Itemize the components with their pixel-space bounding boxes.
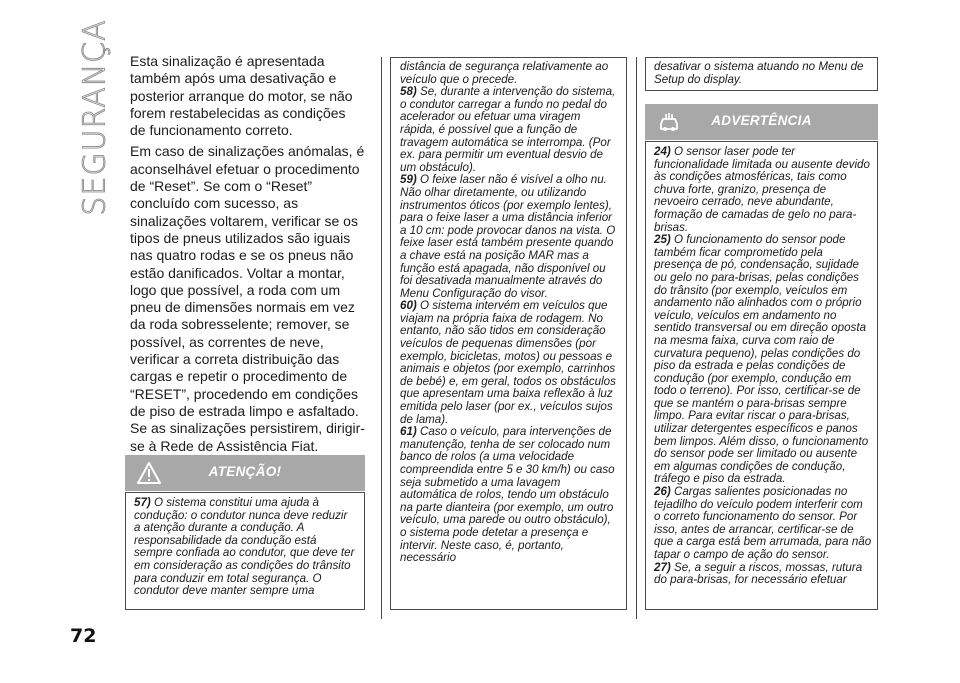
note-27-text: Se, a seguir a riscos, mossas, rutura do para-brisas, for necessário efetuar [654, 560, 863, 587]
note-57 [126, 493, 364, 598]
section-title-vertical [70, 18, 120, 216]
note-26-number: 26) [654, 485, 671, 499]
column-3 [648, 57, 878, 86]
column-1 [130, 53, 365, 459]
note-60 [394, 300, 624, 426]
note-60-text: O sistema intervém em veículos que viajam na própria faixa de rodagem. No entanto, não são tidos em consideração veículos de pequenas dimensões (por exemplo, bicicletas, motos) ou pessoas e animais e objetos (por exemplo, carrinhos de bebé) e, em geral, todos os obstáculos que apresentam uma baixa reflexão à luz emitida pelo laser (por ex., veículos sujos de lama). [400, 299, 616, 426]
paragraph-1: Esta sinalização é apresentada também após uma desativação e posterior arranque do motor, se não forem restabelecidas as condições de funcionamento correto. [130, 53, 353, 139]
note-24 [648, 146, 878, 234]
note-59 [394, 174, 624, 300]
note-59-text: O feixe laser não é visível a olho nu. Não olhar diretamente, ou utilizando instrumentos óticos (por exemplo lentes), para o feixe laser a uma distância inferior a 10 cm: pode provocar danos na vista. O feixe laser está também presente quando a chave está na posição MAR mas a função está apagada, não disponível ou foi desativada manualmente através do Menu Configuração do visor. [400, 173, 616, 300]
note-61 [394, 426, 624, 565]
section-title: SEGURANÇA [77, 18, 113, 216]
note-25-number: 25) [654, 233, 671, 247]
column-divider-1 [381, 57, 382, 619]
note-25 [648, 234, 878, 486]
note-59-number: 59) [400, 173, 417, 187]
note-57-number: 57) [134, 496, 151, 509]
note-58 [394, 86, 624, 174]
column-2 [394, 57, 624, 565]
warning-notes [648, 146, 878, 587]
col2-continuation: distância de segurança relativamente ao veículo que o precede. [400, 60, 609, 86]
page-number: 72 [70, 625, 97, 647]
note-24-number: 24) [654, 145, 671, 158]
note-26 [648, 486, 878, 562]
note-58-number: 58) [400, 85, 417, 99]
note-60-number: 60) [400, 299, 417, 313]
note-24-text: O sensor laser pode ter funcionalidade limitada ou ausente devido às condições atmosféricas, tais como chuva forte, granizo, presença de nevoeiro cerrado, neve abundante, formação de camadas de gelo no para-brisas. [654, 145, 870, 234]
paragraph-2: Em caso de sinalizações anómalas, é aconselhável efetuar o procedimento de “Reset”. Se com o “Reset” concluído com sucesso, as sinalizações voltarem, verificar se os tipos de pneus utilizados são iguais nas quatro rodas e se os pneus não estão danificados. Voltar a montar, logo que possível, a roda com um pneu de dimensões normais em vez da roda sobresselente; remover, se possível, as correntes de neve, verificar a correta distribuição das cargas e repetir o procedimento de “RESET”, procedendo em condições de piso de estrada limpo e asfaltado. Se as sinalizações persistirem, dirigir-se à Rede de Assistência Fiat. [130, 143, 365, 454]
attention-title: ATENÇÃO! [208, 464, 282, 479]
attention-header [125, 455, 365, 491]
column-divider-2 [636, 57, 637, 619]
note-58-text: Se, durante a intervenção do sistema, o condutor carregar a fundo no pedal do acelerador ou efetuar uma viragem rápida, é possível que a função de travagem automática se interrompa. (Por ex. para permitir um eventual desvio de um obstáculo). [400, 85, 616, 174]
note-27 [648, 562, 878, 587]
warning-title: ADVERTÊNCIA [711, 113, 812, 128]
note-26-text: Cargas salientes posicionadas no tejadilho do veículo podem interferir com o correto funcionamento do sensor. Por isso, antes de arrancar, certificar-se de que a carga está bem arrumada, para não tapar o campo de ação do sensor. [654, 485, 872, 561]
note-25-text: O funcionamento do sensor pode também ficar comprometido pela presença de pó, condensação, sujidade ou gelo no para-brisas, pelas condições do trânsito (por exemplo, veículos em andamento não alinhados com o próprio veículo, veículos em andamento no sentido transversal ou em direção oposta na mesma faixa, curva com raio de curvatura pequeno), pelas condições do piso da estrada e pelas condições de condução (por exemplo, condução em todo o terreno). Por isso, certificar-se de que se mantém o para-brisas sempre limpo. Para evitar riscar o para-brisas, utilizar detergentes específicos e panos bem limpos. Além disso, o funcionamento do sensor pode ser limitado ou ausente em algumas condições de condução, tráfego e piso da estrada. [654, 233, 869, 486]
note-57-text: O sistema constitui uma ajuda à condução: o condutor nunca deve reduzir a atenção durante a condução. A responsabilidade da condução está sempre confiada ao condutor, que deve ter em consideração as condições do trânsito para conduzir em total segurança. O condutor deve manter sempre uma [134, 496, 355, 598]
note-61-text: Caso o veículo, para intervenções de manutenção, tenha de ser colocado num banco de rolos (a uma velocidade compreendida entre 5 e 30 km/h) ou caso seja submetido a uma lavagem automática de rolos, tendo um obstáculo na parte dianteira (por exemplo, um outro veículo, uma parede ou outro obstáculo), o sistema pode detetar a presença e intervir. Neste caso, é, portanto, necessário [400, 425, 615, 565]
note-61-number: 61) [400, 425, 417, 439]
col3-continuation: desativar o sistema atuando no Menu de Setup do display. [654, 60, 864, 86]
attention-box [125, 492, 365, 610]
note-27-number: 27) [654, 560, 671, 574]
warning-header [645, 104, 878, 140]
